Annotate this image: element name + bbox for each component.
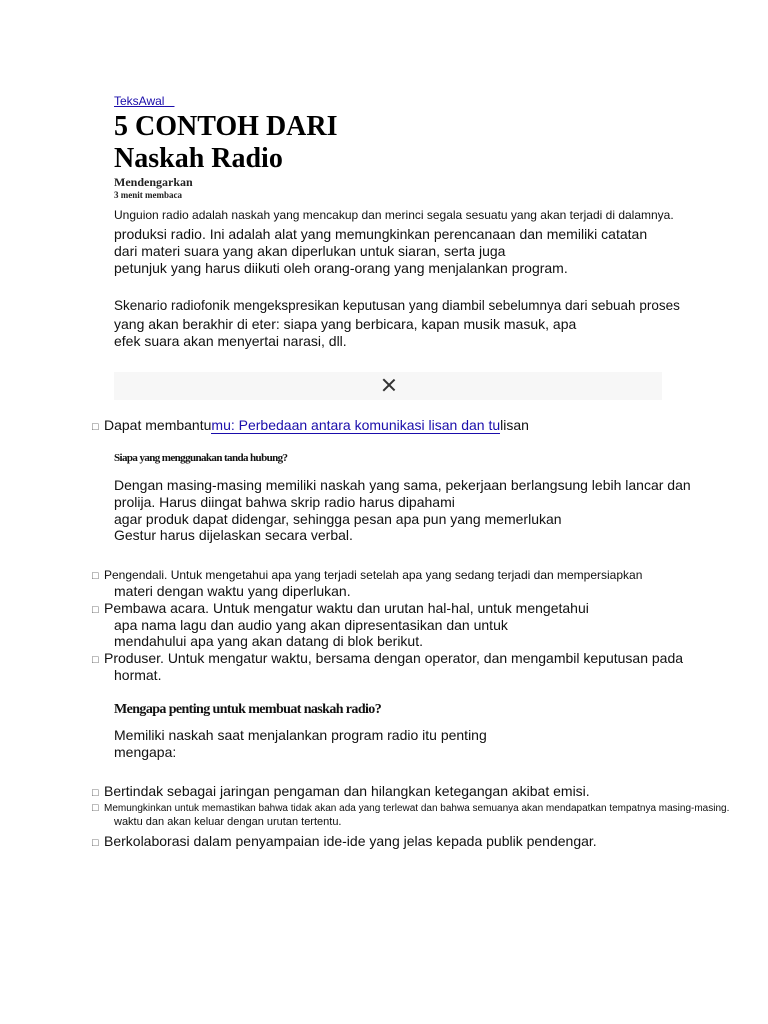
- related-article-link[interactable]: mu: Perbedaan antara komunikasi lisan dan tu: [211, 417, 501, 433]
- intro-line2: produksi radio. Ini adalah alat yang memungkinkan perencanaan dan memiliki catatan: [114, 226, 648, 242]
- bullet-icon: □: [92, 787, 99, 799]
- list-item: □ Memungkinkan untuk memastikan bahwa tidak akan ada yang terlewat dan bahwa semuanya akan mendapatkan tempatnya masing-masing.: [92, 802, 730, 814]
- close-icon[interactable]: [382, 378, 396, 392]
- teksawal-link[interactable]: TeksAwal: [114, 94, 165, 108]
- subtitle: Mendengarkan: [114, 175, 193, 189]
- section1-line3: agar produk dapat didengar, sehingga pesan apa pun yang memerlukan: [114, 511, 562, 527]
- list-item-cont: materi dengan waktu yang diperlukan.: [114, 583, 351, 599]
- page-title-line1: 5 CONTOH DARI: [114, 111, 338, 142]
- section1-heading: Siapa yang menggunakan tanda hubung?: [114, 452, 288, 464]
- section1-line1: Dengan masing-masing memiliki naskah yang sama, pekerjaan berlangsung lebih lancar dan: [114, 477, 691, 493]
- section1-line4: Gestur harus dijelaskan secara verbal.: [114, 527, 353, 543]
- bullet-icon: □: [92, 802, 99, 814]
- intro-line4: petunjuk yang harus diikuti oleh orang-orang yang menjalankan program.: [114, 260, 568, 276]
- list-item: □ Pembawa acara. Untuk mengatur waktu dan urutan hal-hal, untuk mengetahui: [92, 600, 589, 619]
- bullet-icon: □: [92, 421, 99, 433]
- list-item: □ Bertindak sebagai jaringan pengaman dan hilangkan ketegangan akibat emisi.: [92, 783, 590, 802]
- skenario-line1: Skenario radiofonik mengekspresikan keputusan yang diambil sebelumnya dari sebuah proses: [114, 298, 680, 313]
- list-item-cont: mendahului apa yang akan datang di blok berikut.: [114, 633, 423, 649]
- list-item: □ Produser. Untuk mengatur waktu, bersama dengan operator, dan mengambil keputusan pada: [92, 650, 683, 669]
- bullet-icon: □: [92, 837, 99, 849]
- list-item: □ Pengendali. Untuk mengetahui apa yang terjadi setelah apa yang sedang terjadi dan mempersiapkan: [92, 568, 643, 582]
- section2-line2: mengapa:: [114, 744, 177, 760]
- bullet-icon: □: [92, 654, 99, 666]
- section1-line2: prolija. Harus diingat bahwa skrip radio harus dipahami: [114, 494, 455, 510]
- page-title-line2: Naskah Radio: [114, 143, 283, 174]
- bullet-icon: □: [92, 604, 99, 616]
- intro-line1: Unguion radio adalah naskah yang mencakup dan merinci segala sesuatu yang akan terjadi di dalamnya.: [114, 208, 674, 222]
- list-item-cont: waktu dan akan keluar dengan urutan tertentu.: [114, 816, 342, 828]
- section2-line1: Memiliki naskah saat menjalankan program radio itu penting: [114, 727, 487, 743]
- skenario-line3: efek suara akan menyertai narasi, dll.: [114, 333, 347, 349]
- intro-line3: dari materi suara yang akan diperlukan untuk siaran, serta juga: [114, 243, 506, 259]
- bullet-icon: □: [92, 570, 99, 582]
- section2-heading: Mengapa penting untuk membuat naskah radio?: [114, 702, 382, 717]
- list-item-cont: apa nama lagu dan audio yang akan dipresentasikan dan untuk: [114, 617, 508, 633]
- skenario-line2: yang akan berakhir di eter: siapa yang berbicara, kapan musik masuk, apa: [114, 316, 577, 332]
- list-item-cont: hormat.: [114, 667, 162, 683]
- related-article: □ Dapat membantumu: Perbedaan antara komunikasi lisan dan tulisan: [92, 417, 529, 436]
- list-item: □ Berkolaborasi dalam penyampaian ide-ide yang jelas kepada publik pendengar.: [92, 833, 597, 852]
- read-time: 3 menit membaca: [114, 190, 182, 200]
